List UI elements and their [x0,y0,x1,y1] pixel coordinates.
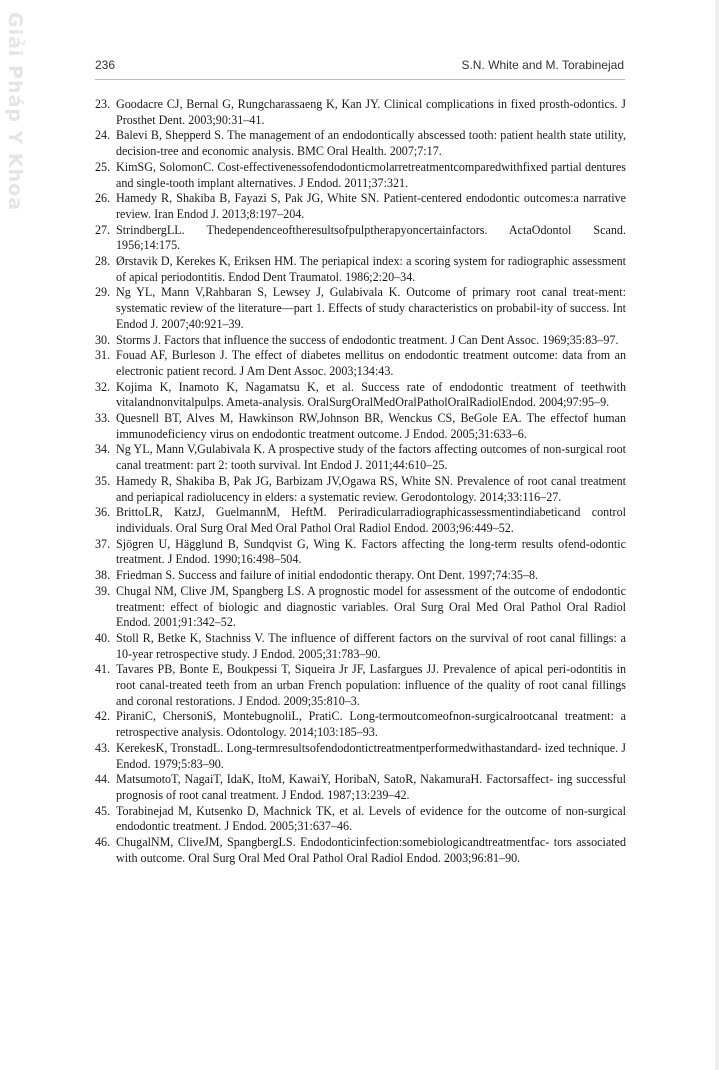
reference-number: 27. [95,222,111,237]
reference-text: MatsumotoT, NagaiT, IdaK, ItoM, KawaiY, HoribaN, SatoR, NakamuraH. Factorsaffect- ing successful prognosis of root canal treatment. J Endod. 1987;13:239–42. [116,772,626,802]
page-header [95,57,625,80]
reference-text: Sjögren U, Hägglund B, Sundqvist G, Wing K. Factors affecting the long-term results ofend-odontic treatment. J Endod. 1990;16:498–504. [116,536,626,567]
reference-item [95,662,626,709]
reference-text: PiraniC, ChersoniS, MontebugnoliL, PratiC. Long-termoutcomeofnon-surgicalrootcanal treatment: a retrospective analysis. Odontology. 2014;103:185–93. [116,709,626,740]
reference-list [95,97,626,866]
watermark-text: Giải Pháp Y Khoa [4,12,26,212]
running-head: S.N. White and M. Torabinejad [461,58,624,72]
reference-text: Hamedy R, Shakiba B, Pak JG, Barbizam JV,Ogawa RS, White SN. Prevalence of root canal treatment and periapical radiolucency in elders: a systematic review. Gerodontology. 2014;33:116–27. [116,473,626,504]
reference-text: Fouad AF, Burleson J. The effect of diabetes mellitus on endodontic treatment outcome: data from an electronic patient record. J Am Dent Assoc. 2003;134:43. [116,348,626,378]
reference-text: Stoll R, Betke K, Stachniss V. The influence of different factors on the survival of root canal fillings: a 10-year retrospective study. J Endod. 2005;31:783–90. [116,630,626,661]
reference-number: 39. [95,583,111,598]
reference-number: 23. [95,97,111,111]
reference-item [95,631,626,662]
reference-item [95,254,626,285]
reference-text: Ørstavik D, Kerekes K, Eriksen HM. The periapical index: a scoring system for radiographic assessment of apical periodontitis. Endod Dent Traumatol. 1986;2:20–34. [116,254,626,284]
reference-item [95,160,626,191]
reference-text: KimSG, SolomonC. Cost-effectivenessofendodonticmolarretreatmentcomparedwithfixed partial dentures and single-tooth implant alternatives. J Endod. 2011;37:321. [116,159,626,190]
reference-text: Torabinejad M, Kutsenko D, Machnick TK, et al. Levels of evidence for the outcome of non-surgical endodontic treatment. J Endod. 2005;31:637–46. [116,803,626,834]
reference-number: 36. [95,505,111,520]
reference-text: Storms J. Factors that influence the success of endodontic treatment. J Can Dent Assoc. 1969;35:83–97. [116,332,619,347]
reference-item [95,804,626,835]
reference-text: Ng YL, Mann V,Rahbaran S, Lewsey J, Gulabivala K. Outcome of primary root canal treat-ment: systematic review of the literature—part 1. Effects of study characteristics on probabil-ity of success. Int Endod J. 2007;40:921–39. [116,285,626,331]
reference-item [95,191,626,222]
reference-text: StrindbergLL. Thedependenceoftheresultsofpulptherapyoncertainfactors. ActaOdontol Scand. 1956;14:175. [116,222,626,253]
left-margin [0,0,40,1070]
reference-text: Ng YL, Mann V,Gulabivala K. A prospective study of the factors affecting outcomes of non-surgical root canal treatment: part 2: tooth survival. Int Endod J. 2011;44:610–25. [116,442,626,473]
reference-number: 26. [95,191,111,206]
reference-number: 29. [95,285,111,300]
reference-text: Hamedy R, Shakiba B, Fayazi S, Pak JG, White SN. Patient-centered endodontic outcomes:a narrative review. Iran Endod J. 2013;8:197–204. [116,191,626,221]
reference-number: 34. [95,442,111,457]
reference-number: 44. [95,772,111,787]
reference-text: Balevi B, Shepperd S. The management of an endodontically abscessed tooth: patient health state utility, decision-tree and economic analysis. BMC Oral Health. 2007;7:17. [116,128,626,159]
reference-number: 28. [95,254,111,269]
reference-item [95,835,626,866]
reference-number: 24. [95,128,111,143]
reference-item [95,709,626,740]
reference-number: 42. [95,709,111,724]
reference-number: 37. [95,536,111,551]
reference-number: 32. [95,379,111,394]
reference-item [95,333,626,349]
reference-item [95,223,626,254]
reference-item [95,505,626,536]
reference-item [95,537,626,568]
page-number: 236 [95,58,116,72]
page-edge [715,0,719,1070]
reference-number: 33. [95,411,111,426]
reference-text: Tavares PB, Bonte E, Boukpessi T, Siqueira Jr JF, Lasfargues JJ. Prevalence of apical peri-odontitis in root canal-treated teeth from an urban French population: influence of the quality of root canal fillings and coronal restorations. J Endod. 2009;35:810–3. [116,662,626,708]
reference-item [95,741,626,772]
reference-text: Friedman S. Success and failure of initial endodontic therapy. Ont Dent. 1997;74:35–8. [116,568,539,583]
reference-item [95,442,626,473]
reference-item [95,285,626,332]
reference-number: 41. [95,662,111,677]
reference-text: BrittoLR, KatzJ, GuelmannM, HeftM. Periradicularradiographicassessmentindiabeticand control individuals. Oral Surg Oral Med Oral Pathol Oral Radiol Endod. 2003;96:449–52. [116,505,626,535]
reference-number: 45. [95,803,111,818]
reference-item [95,348,626,379]
reference-number: 30. [95,332,111,347]
reference-number: 43. [95,740,111,755]
reference-number: 31. [95,348,111,363]
reference-number: 25. [95,159,111,174]
reference-number: 40. [95,630,111,645]
reference-text: Kojima K, Inamoto K, Nagamatsu K, et al. Success rate of endodontic treatment of teethwith vitalandnonvitalpulps. Ameta-analysis. OralSurgOralMedOralPatholOralRadiolEndod. 2004;97:95–9. [116,379,626,410]
reference-number: 46. [95,835,111,850]
reference-item [95,584,626,631]
reference-item [95,97,626,128]
reference-item [95,380,626,411]
reference-number: 35. [95,473,111,488]
reference-text: Quesnell BT, Alves M, Hawkinson RW,Johnson BR, Wenckus CS, BeGole EA. The effectof human immunodeficiency virus on endodontic treatment outcome. J Endod. 2005;31:633–6. [116,411,626,441]
reference-text: KerekesK, TronstadL. Long-termresultsofendodontictreatmentperformedwithastandard- ized technique. J Endod. 1979;5:83–90. [116,740,626,771]
reference-item [95,411,626,442]
reference-item [95,474,626,505]
reference-item [95,772,626,803]
reference-item [95,568,626,584]
reference-item [95,128,626,159]
reference-text: Chugal NM, Clive JM, Spangberg LS. A prognostic model for assessment of the outcome of endodontic treatment: effect of biologic and diagnostic variables. Oral Surg Oral Med Oral Pathol Oral Radiol Endod. 2001;91:342–52. [116,583,626,630]
reference-text: Goodacre CJ, Bernal G, Rungcharassaeng K, Kan JY. Clinical complications in fixed prosth-odontics. J Prosthet Dent. 2003;90:31–41. [116,97,626,127]
reference-text: ChugalNM, CliveJM, SpangbergLS. Endodonticinfection:somebiologicandtreatmentfac- tors associated with outcome. Oral Surg Oral Med Oral Pathol Oral Radiol Endod. 2003;96:81–90. [116,835,626,865]
reference-number: 38. [95,568,111,583]
